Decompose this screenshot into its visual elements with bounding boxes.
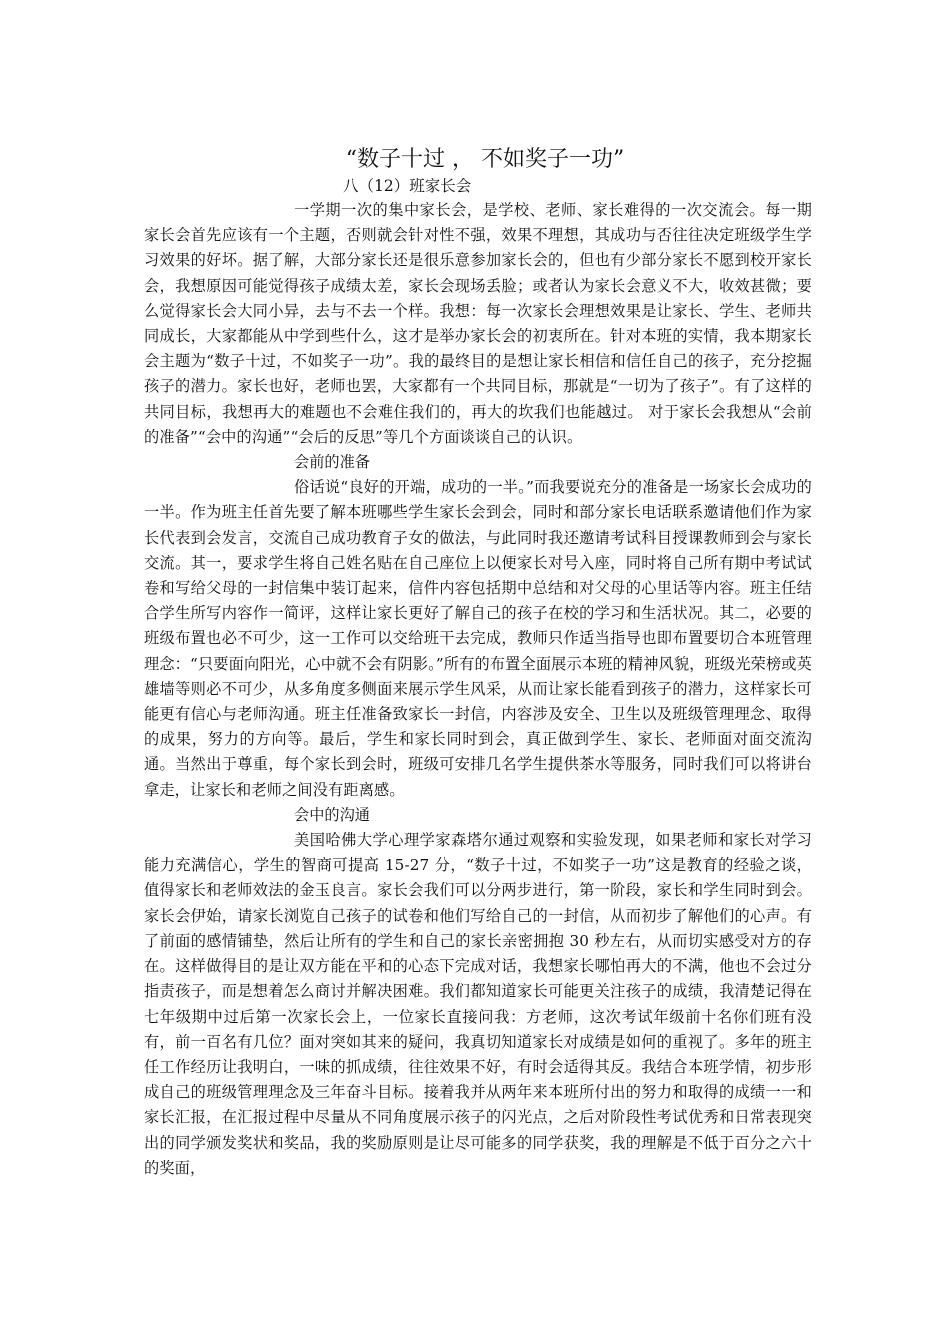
intro-paragraph: 一学期一次的集中家长会，是学校、老师、家长难得的一次交流会。每一期家长会首先应该有一个主题，否则就会针对性不强，效果不理想，其成功与否往往决定班级学生学习效果的好坏。据了解，大部分家长还是很乐意参加家长会的，但也有少部分家长不愿到校开家长会，我想原因可能觉得孩子成绩太差，家长会现场丢脸；或者认为家长会意义不大，收效甚微；要么觉得家长会大同小异，去与不去一个样。我想：每一次家长会理想效果是让家长、学生、老师共同成长，大家都能从中学到些什么，这才是举办家长会的初衷所在。针对本班的实情，我本期家长会主题为“数子十过，不如奖子一功”。我的最终目的是想让家长相信和信任自己的孩子，充分挖掘孩子的潜力。家长也好，老师也罢，大家都有一个共同目标，那就是“一切为了孩子”。有了这样的共同目标，我想再大的难题也不会难住我们的，再大的坎我们也能越过。 对于家长会我想从“会前的准备”“会中的沟通”“会后的反思”等几个方面谈谈自己的认识。 bbox=[144, 201, 812, 446]
document-body bbox=[144, 198, 812, 1181]
section-heading-communication: 会中的沟通 bbox=[294, 805, 370, 824]
preparation-paragraph: 俗话说“良好的开端，成功的一半。”而我要说充分的准备是一场家长会成功的一半。作为班主任首先要了解本班哪些学生家长会到会，同时和部分家长电话联系邀请他们作为家长代表到会发言，交流自己成功教育子女的做法，与此同时我还邀请考试科目授课教师到会与家长交流。其一，要求学生将自己姓名贴在自己座位上以便家长对号入座，同时将自己所有期中考试试卷和写给父母的一封信集中装订起来，信件内容包括期中总结和对父母的心里话等内容。班主任结合学生所写内容作一简评，这样让家长更好了解自己的孩子在校的学习和生活状况。其二，必要的班级布置也必不可少，这一工作可以交给班干去完成，教师只作适当指导也即布置要切合本班管理理念：“只要面向阳光，心中就不会有阴影。”所有的布置全面展示本班的精神风貌，班级光荣榜或英雄墙等则必不可少，从多角度多侧面来展示学生风采，从而让家长能看到孩子的潜力，这样家长可能更有信心与老师沟通。班主任准备致家长一封信，内容涉及安全、卫生以及班级管理理念、取得的成果，努力的方向等。最后，学生和家长同时到会，真正做到学生、家长、老师面对面交流沟通。当然出于尊重，每个家长到会时，班级可安排几名学生提供茶水等服务，同时我们可以将讲台拿走，让家长和老师之间没有距离感。 bbox=[144, 478, 812, 799]
document-title: “数子十过 ， 不如奖子一功” bbox=[345, 147, 625, 172]
section-heading-preparation: 会前的准备 bbox=[294, 453, 370, 472]
communication-paragraph: 美国哈佛大学心理学家森塔尔通过观察和实验发现，如果老师和家长对学习能力充满信心，学生的智商可提高 15-27 分，“数子十过，不如奖子一功”这是教育的经验之谈，值得家长和老师效法的金玉良言。家长会我们可以分两步进行，第一阶段，家长和学生同时到会。家长会伊始，请家长浏览自己孩子的试卷和他们写给自己的一封信，从而初步了解他们的心声。有了前面的感情铺垫，然后让所有的学生和自己的家长亲密拥抱 30 秒左右，从而切实感受对方的存在。这样做得目的是让双方能在平和的心态下完成对话，我想家长哪怕再大的不满，他也不会过分指责孩子，而是想着怎么商讨并解决困难。我们都知道家长可能更关注孩子的成绩，我清楚记得在七年级期中过后第一次家长会上，一位家长直接问我：方老师，这次考试年级前十名你们班有没有，前一百名有几位？面对突如其来的疑问，我真切知道家长对成绩是如何的重视了。多年的班主任工作经历让我明白，一味的抓成绩，往往效果不好，有时会适得其反。我结合本班学情，初步形成自己的班级管理理念及三年奋斗目标。接着我并从两年来本班所付出的努力和取得的成绩一一和家长汇报，在汇报过程中尽量从不同角度展示孩子的闪光点，之后对阶段性考试优秀和日常表现突出的同学颁发奖状和奖品，我的奖励原则是让尽可能多的同学获奖，我的理解是不低于百分之六十的奖面， bbox=[144, 831, 812, 1177]
document-subtitle: 八（12）班家长会 bbox=[343, 177, 472, 195]
